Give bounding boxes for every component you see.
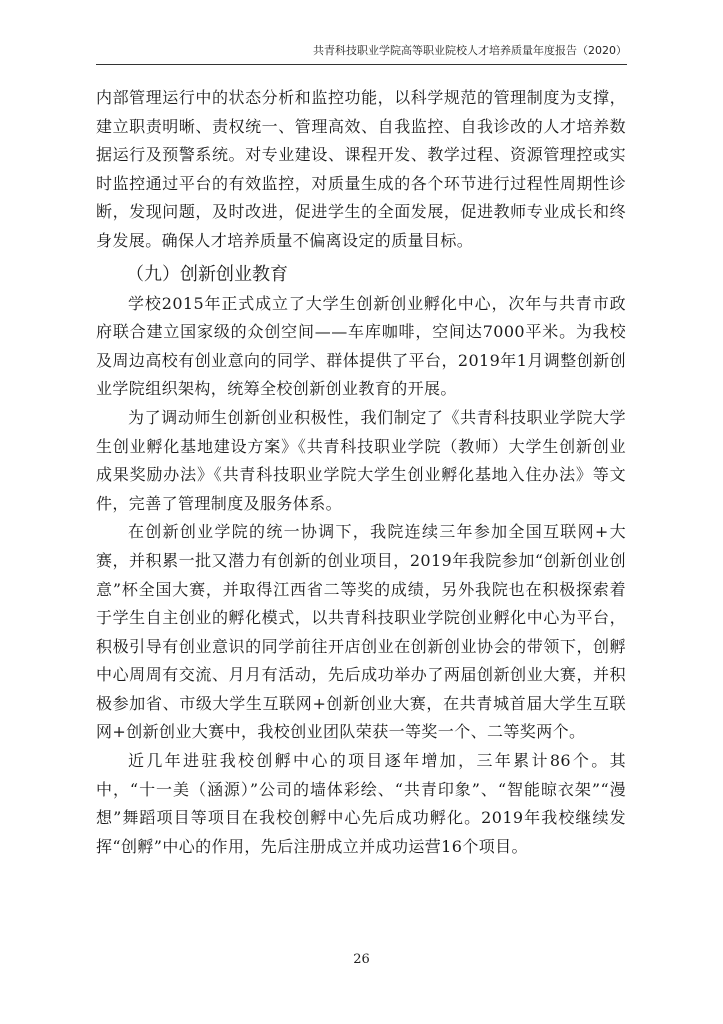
paragraph: 近几年进驻我校创孵中心的项目逐年增加，三年累计86个。其中，“十一美（涵源）”公司的墙体彩绘、“共青印象”、“智能晾衣架”“漫想”舞蹈项目等项目在我校创孵中心先后成功孵化。2019年我校继续发挥“创孵”中心的作用，先后注册成立并成功运营16个项目。 [96,751,626,856]
page-number: 26 [353,952,370,967]
paragraph: 学校2015年正式成立了大学生创新创业孵化中心，次年与共青市政府联合建立国家级的众创空间——车库咖啡，空间达7000平米。为我校及周边高校有创业意向的同学、群体提供了平台，2019年1月调整创新创业学院组织架构，统筹全校创新创业教育的开展。 [96,293,626,399]
paragraph-continuation: 内部管理运行中的状态分析和监控功能，以科学规范的管理制度为支撑，建立职责明晰、责权统一、管理高效、自我监控、自我诊改的人才培养数据运行及预警系统。对专业建设、课程开发、教学过程、资源管理控或实时监控通过平台的有效监控，对质量生成的各个环节进行过程性周期性诊断，发现问题，及时改进，促进学生的全面发展，促进教师专业成长和终身发展。确保人才培养质量不偏离设定的质量目标。 [96,88,626,250]
paragraph: 为了调动师生创新创业积极性，我们制定了《共青科技职业学院大学生创业孵化基地建设方案》《共青科技职业学院（教师）大学生创新创业成果奖励办法》《共青科技职业学院大学生创业孵化基地入住办法》等文件，完善了管理制度及服务体系。 [96,407,626,513]
document-body [96,84,626,861]
running-title: 共青科技职业学院高等职业院校人才培养质量年度报告（2020） [313,44,627,57]
page-header [96,36,627,65]
paragraph: 在创新创业学院的统一协调下，我院连续三年参加全国互联网+大赛，并积累一批又潜力有创新的创业项目，2019年我院参加“创新创业创意”杯全国大赛，并取得江西省二等奖的成绩，另外我院也在积极探索着于学生自主创业的孵化模式，以共青科技职业学院创业孵化中心为平台，积极引导有创业意识的同学前往开店创业在创新创业协会的带领下，创孵中心周周有交流、月月有活动，先后成功举办了两届创新创业大赛，并积极参加省、市级大学生互联网+创新创业大赛，在共青城首届大学生互联网+创新创业大赛中，我校创业团队荣获一等奖一个、二等奖两个。 [96,522,626,742]
section-heading: （九）创新创业教育 [126,263,288,285]
